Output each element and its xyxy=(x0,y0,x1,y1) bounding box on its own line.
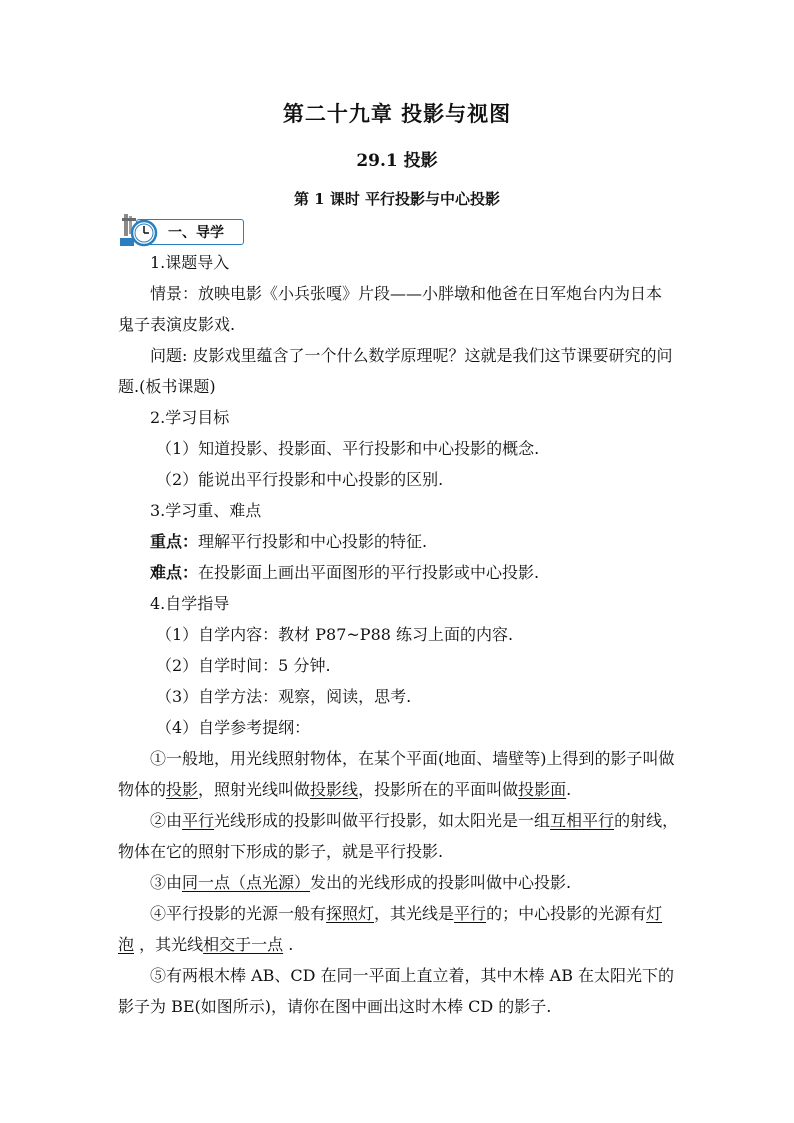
text-line: 题.(板书课题) xyxy=(118,377,216,396)
text-line: （1）自学内容：教材 P87~P88 练习上面的内容. xyxy=(156,625,514,644)
text-line: 4.自学指导 xyxy=(150,594,230,613)
key-point-label: 重点： xyxy=(150,532,199,551)
text-span: 的射线， xyxy=(614,811,679,830)
section-heading-label: 一、导学 xyxy=(168,225,224,241)
text-line xyxy=(150,870,571,893)
text-line xyxy=(150,529,427,552)
answer-blank: 同一点（点光源） xyxy=(182,873,311,892)
text-span: ，其光线 xyxy=(134,935,204,954)
text-span: 的；中心投影的光源有 xyxy=(486,904,647,923)
text-line xyxy=(150,808,678,831)
text-line xyxy=(118,777,571,800)
text-line: 情景：放映电影《小兵张嘎》片段——小胖墩和他爸在日军炮台内为日本 xyxy=(150,284,663,303)
answer-blank: 平行 xyxy=(454,904,487,923)
answer-blank: 投影 xyxy=(166,780,199,799)
text-span: ②由 xyxy=(150,811,183,830)
answer-blank: 相交于一点 xyxy=(203,935,284,954)
text-line: （2）自学时间：5 分钟. xyxy=(156,656,331,675)
difficult-point-text: 在投影面上画出平面图形的平行投影或中心投影. xyxy=(198,563,540,582)
text-line: ①一般地，用光线照射物体，在某个平面(地面、墙壁等)上得到的影子叫做 xyxy=(150,749,675,768)
text-span: . xyxy=(283,935,294,954)
text-line: 鬼子表演皮影戏. xyxy=(118,315,236,334)
clock-icon xyxy=(118,212,162,248)
text-line: 影子为 BE(如图所示)，请你在图中画出这时木棒 CD 的影子. xyxy=(118,997,552,1016)
text-line: 3.学习重、难点 xyxy=(150,501,262,520)
section-heading xyxy=(118,212,248,248)
answer-blank: 互相平行 xyxy=(550,811,615,830)
text-span: ③由 xyxy=(150,873,183,892)
text-span: ，投影所在的平面叫做 xyxy=(358,780,519,799)
answer-blank: 探照灯 xyxy=(326,904,375,923)
key-point-text: 理解平行投影和中心投影的特征. xyxy=(198,532,428,551)
difficult-point-label: 难点： xyxy=(150,563,199,582)
answer-blank: 平行 xyxy=(182,811,215,830)
answer-blank: 灯 xyxy=(646,904,663,923)
lesson-title: 第 1 课时 平行投影与中心投影 xyxy=(293,190,501,208)
text-span: ，照射光线叫做 xyxy=(198,780,311,799)
text-line xyxy=(150,901,662,924)
text-line: （3）自学方法：观察，阅读，思考. xyxy=(156,687,412,706)
text-line: 1.课题导入 xyxy=(150,253,230,272)
answer-blank: 投影线 xyxy=(310,780,359,799)
text-line: （1）知道投影、投影面、平行投影和中心投影的概念. xyxy=(156,439,540,458)
text-line: 问题: 皮影戏里蕴含了一个什么数学原理呢？这就是我们这节课要研究的问 xyxy=(150,346,673,365)
text-line: （2）能说出平行投影和中心投影的区别. xyxy=(156,470,444,489)
text-line xyxy=(150,560,539,583)
text-line: 物体在它的照射下形成的影子，就是平行投影. xyxy=(118,842,444,861)
text-span: 发出的光线形成的投影叫做中心投影. xyxy=(310,873,572,892)
text-line: （4）自学参考提纲： xyxy=(156,718,311,737)
text-line: ⑤有两根木棒 AB、CD 在同一平面上直立着，其中木棒 AB 在太阳光下的 xyxy=(150,966,675,985)
answer-blank: 泡 xyxy=(118,935,135,954)
chapter-title: 第二十九章 投影与视图 xyxy=(282,101,512,126)
answer-blank: 投影面 xyxy=(518,780,567,799)
text-span: ，其光线是 xyxy=(374,904,455,923)
text-span: 物体的 xyxy=(118,780,167,799)
text-line: 2.学习目标 xyxy=(150,408,230,427)
text-span: 光线形成的投影叫做平行投影，如太阳光是一组 xyxy=(214,811,551,830)
text-span: ④平行投影的光源一般有 xyxy=(150,904,327,923)
text-line xyxy=(118,932,293,955)
text-span: . xyxy=(566,780,572,799)
section-title: 29.1 投影 xyxy=(356,151,438,171)
